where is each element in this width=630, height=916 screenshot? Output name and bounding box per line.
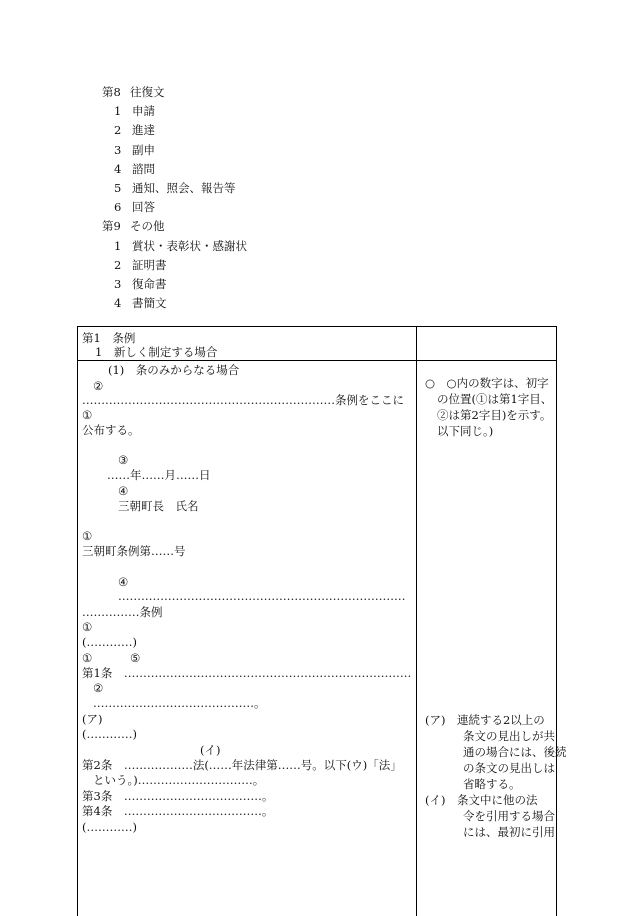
note-line: 条文の見出しが共: [463, 729, 555, 743]
annotation-marker-i: (イ): [200, 743, 221, 757]
toc-item: [114, 181, 236, 195]
toc-item: [102, 85, 165, 99]
toc-item: [114, 239, 247, 253]
toc-item: [114, 162, 155, 176]
ordinance-promulgation-line: …………………………………………………………条例をここに: [82, 393, 404, 407]
toc-item: [114, 123, 155, 137]
ordinance-title-dots: …………………………………………………………………: [118, 589, 406, 603]
article-3-line: 第3条 ………………………………。: [82, 789, 274, 803]
toc-item-number: 第9: [102, 219, 121, 234]
toc-item-number: 3: [114, 277, 122, 291]
toc-item: [102, 219, 165, 233]
toc-item-label: 申請: [132, 104, 155, 119]
table-header-title: 第1 条例: [82, 331, 136, 345]
toc-item: [114, 296, 167, 310]
note-line: (ア) 連続する2以上の: [425, 713, 545, 727]
toc-item-label: 副申: [132, 142, 155, 157]
position-marker: ⑤: [130, 651, 141, 665]
note-line: ○ ○内の数字は、初字: [425, 376, 549, 390]
position-marker: ①: [82, 651, 93, 665]
article-4-line: 第4条 ………………………………。: [82, 804, 274, 818]
toc-item-number: 6: [114, 200, 122, 215]
position-marker: ②: [93, 379, 104, 393]
toc-item-label: その他: [130, 219, 165, 234]
toc-item: [114, 277, 167, 291]
note-line: 令を引用する場合: [463, 809, 555, 823]
toc-item-label: 回答: [132, 200, 155, 215]
note-line: 以下同じ。): [437, 424, 494, 438]
position-marker: ②: [93, 681, 104, 695]
article-1-line: 第1条 …………………………………………………………………: [82, 666, 412, 680]
toc-item-number: 4: [114, 296, 122, 311]
toc-item-number: 4: [114, 161, 122, 176]
section-heading: (1) 条のみからなる場合: [108, 363, 240, 377]
article-2-continuation: という。)…………………………。: [93, 773, 265, 787]
note-citing-laws: [425, 792, 553, 840]
heading-placeholder: (…………): [82, 727, 137, 741]
toc-item: [114, 143, 155, 157]
heading-placeholder: (…………): [82, 635, 137, 649]
table-header-separator: [77, 360, 556, 361]
note-line: (イ) 条文中に他の法: [425, 793, 538, 807]
note-line: には、最初に引用: [463, 825, 555, 839]
annotation-marker-a: (ア): [82, 712, 103, 726]
toc-item: [114, 258, 167, 272]
note-consecutive-headings: [425, 712, 567, 792]
toc-item-label: 通知、照会、報告等: [132, 181, 236, 195]
article-2-line: 第2条 ………………法(……年法律第……号。以下(ウ)「法」: [82, 758, 402, 772]
toc-item: [114, 104, 155, 118]
position-marker: ③: [118, 453, 129, 467]
position-marker: ①: [82, 529, 93, 543]
toc-item-number: 2: [114, 123, 122, 138]
toc-item-label: 復命書: [132, 277, 167, 291]
toc-item-label: 賞状・表彰状・感謝状: [132, 238, 247, 253]
heading-placeholder: (…………): [82, 820, 137, 834]
toc-item-label: 往復文: [130, 85, 165, 99]
toc-item-label: 証明書: [132, 257, 167, 272]
mayor-name-line: 三朝町長 氏名: [118, 499, 199, 513]
toc-item-number: 2: [114, 257, 122, 272]
toc-item-number: 1: [114, 238, 122, 253]
note-line: 通の場合には、後続: [463, 745, 567, 759]
table-header-subtitle: 1 新しく制定する場合: [95, 345, 218, 359]
note-position-numbers: [425, 375, 553, 439]
toc-item: [114, 200, 155, 214]
position-marker: ④: [118, 484, 129, 498]
toc-item-number: 3: [114, 142, 122, 157]
note-line: の条文の見出しは: [463, 761, 555, 775]
toc-item-label: 書簡文: [132, 296, 167, 311]
note-line: 省略する。: [463, 777, 521, 791]
ordinance-number-line: 三朝町条例第……号: [82, 544, 186, 558]
article-1-continuation: ……………………………………。: [93, 696, 266, 710]
position-marker: ①: [82, 408, 93, 422]
toc-item-number: 5: [114, 181, 122, 195]
date-line: ……年……月……日: [107, 468, 211, 482]
toc-item-number: 第8: [102, 85, 121, 99]
toc-item-label: 諮問: [132, 161, 155, 176]
position-marker: ④: [118, 575, 129, 589]
note-line: ②は第2字目)を示す。: [437, 408, 552, 422]
toc-item-label: 進達: [132, 123, 155, 138]
promulgation-text: 公布する。: [82, 423, 140, 437]
ordinance-title-line: ……………条例: [82, 605, 163, 619]
note-line: の位置(①は第1字目、: [437, 392, 553, 406]
toc-item-number: 1: [114, 104, 122, 119]
position-marker: ①: [82, 620, 93, 634]
